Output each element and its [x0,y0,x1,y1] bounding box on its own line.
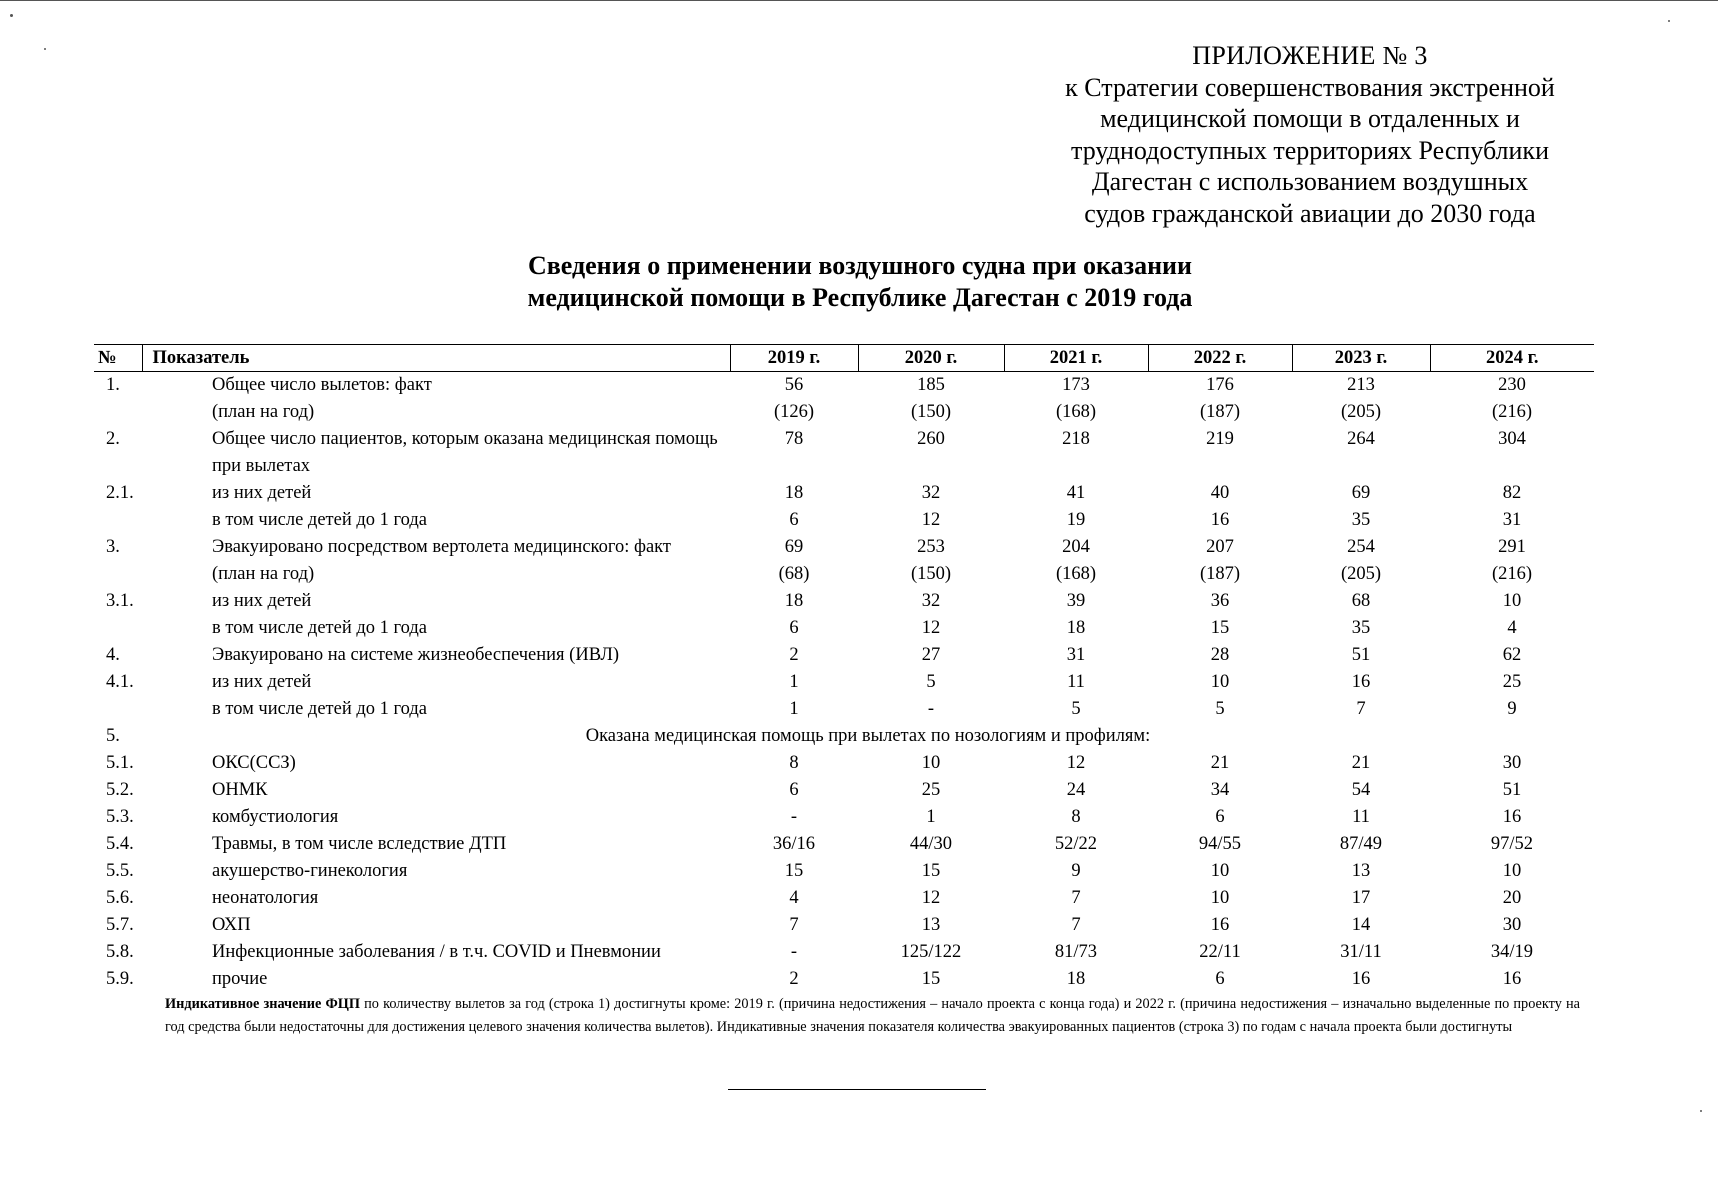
cell-value: 16 [1210,510,1230,530]
cell-value: (187) [1199,402,1241,422]
table-row [94,561,1594,588]
row-number [94,507,142,534]
annex-line: к Стратегии совершенствования экстренной [1065,72,1555,102]
row-label: в том числе детей до 1 года [212,510,427,530]
row-number: 4.1. [106,672,134,692]
cell-value: 21 [1351,753,1371,773]
cell-value [1148,453,1292,480]
cell-value: 69 [1351,483,1371,503]
cell-value: 82 [1502,483,1522,503]
cell-value: 207 [1206,537,1234,557]
cell-value: 7 [1071,915,1081,935]
row-number: 5.9. [106,969,134,989]
cell-value: 30 [1502,915,1522,935]
row-label: из них детей [212,483,312,503]
document-title [380,250,1340,314]
cell-value: 185 [917,375,945,395]
cell-value: 39 [1066,591,1086,611]
cell-value: 24 [1066,780,1086,800]
cell-value: 15 [784,861,804,881]
cell-value: 12 [921,510,941,530]
cell-value: 1 [926,807,936,827]
closing-rule [728,1089,986,1090]
cell-value: 18 [784,591,804,611]
cell-value: 10 [1210,861,1230,881]
cell-value: 69 [784,537,804,557]
table-row [94,588,1594,615]
table-row [94,453,1594,480]
row-label: Общее число пациентов, которым оказана медицинская помощь [212,429,718,449]
cell-value: 68 [1351,591,1371,611]
header-year: 2022 г. [1148,345,1292,372]
cell-value: 31 [1066,645,1086,665]
cell-value [730,453,858,480]
cell-value: 2 [789,645,799,665]
cell-value: 34/19 [1490,942,1534,962]
header-indicator: Показатель [142,345,730,372]
cell-value: 230 [1498,375,1526,395]
row-number [94,615,142,642]
cell-value: 1 [789,672,799,692]
annex-line: Дагестан с использованием воздушных [1091,167,1529,197]
cell-value: 21 [1210,753,1230,773]
row-number: 5.3. [106,807,134,827]
cell-value: 9 [1071,861,1081,881]
row-label: Общее число вылетов: факт [212,375,432,395]
cell-value: 13 [921,915,941,935]
cell-value: 18 [1066,969,1086,989]
header-year: 2023 г. [1292,345,1430,372]
row-label: в том числе детей до 1 года [212,699,427,719]
row-number: 2.1. [106,483,134,503]
cell-value: 12 [1066,753,1086,773]
cell-value: 16 [1502,807,1522,827]
cell-value: 10 [921,753,941,773]
cell-value: 125/122 [900,942,962,962]
cell-value: 4 [789,888,799,908]
cell-value: 30 [1502,753,1522,773]
cell-value: 35 [1351,510,1371,530]
title-line-1: Сведения о применении воздушного судна при оказании [527,251,1193,280]
cell-value: 5 [1215,699,1225,719]
cell-value: 12 [921,618,941,638]
cell-value: 291 [1498,537,1526,557]
cell-value: 31/11 [1340,942,1382,962]
footnote [165,993,1580,1039]
table-row [94,372,1594,400]
row-label: прочие [212,969,268,989]
row-label: Эвакуировано на системе жизнеобеспечения (ИВЛ) [212,645,620,665]
row-number: 5.1. [106,753,134,773]
cell-value: 28 [1210,645,1230,665]
row-label: из них детей [212,591,312,611]
row-number [94,453,142,480]
cell-value: 218 [1062,429,1090,449]
cell-value: 11 [1067,672,1085,692]
cell-value: 32 [921,483,941,503]
cell-value: (205) [1340,564,1382,584]
annex-line: медицинской помощи в отдаленных и [1100,104,1520,134]
cell-value: 78 [784,429,804,449]
row-number: 3.1. [106,591,134,611]
section-heading: Оказана медицинская помощь при вылетах по нозологиям и профилям: [585,726,1151,746]
cell-value: (216) [1491,402,1533,422]
header-year: 2021 г. [1004,345,1148,372]
table-row [94,804,1594,831]
row-number: 3. [106,537,120,557]
table-row [94,939,1594,966]
row-label: неонатология [212,888,319,908]
cell-value: 18 [784,483,804,503]
cell-value: 15 [921,969,941,989]
cell-value: 260 [917,429,945,449]
row-number: 1. [106,375,120,395]
cell-value: 264 [1347,429,1375,449]
row-number: 5.8. [106,942,134,962]
cell-value: 7 [1071,888,1081,908]
row-number: 5.7. [106,915,134,935]
header-row [94,345,1594,372]
cell-value: 97/52 [1490,834,1534,854]
row-number: 4. [106,645,120,665]
cell-value: 5 [1071,699,1081,719]
table-row [94,642,1594,669]
table-row [94,426,1594,453]
header-year: 2020 г. [858,345,1004,372]
cell-value: 11 [1352,807,1370,827]
cell-value: 8 [1071,807,1081,827]
cell-value: 15 [921,861,941,881]
cell-value: - [927,699,935,719]
cell-value: 51 [1502,780,1522,800]
cell-value: (168) [1055,564,1097,584]
cell-value: 94/55 [1198,834,1242,854]
cell-value: 6 [1215,969,1225,989]
cell-value: 19 [1066,510,1086,530]
header-num: № [94,345,142,372]
cell-value: 6 [1215,807,1225,827]
cell-value: 22/11 [1199,942,1241,962]
row-label: при вылетах [212,456,311,476]
cell-value: 14 [1351,915,1371,935]
table-row [94,723,1594,750]
cell-value: 6 [789,510,799,530]
row-number: 5. [106,726,120,746]
annex-line: труднодоступных территориях Республики [1071,135,1549,165]
cell-value: 10 [1210,888,1230,908]
cell-value: 8 [789,753,799,773]
table-row [94,750,1594,777]
row-number: 5.4. [106,834,134,854]
cell-value: 173 [1062,375,1090,395]
row-label: из них детей [212,672,312,692]
cell-value: 31 [1502,510,1522,530]
table-row [94,831,1594,858]
table-row [94,669,1594,696]
cell-value: (187) [1199,564,1241,584]
cell-value: 20 [1502,888,1522,908]
cell-value: 13 [1351,861,1371,881]
cell-value: 254 [1347,537,1375,557]
scan-speck [1700,1110,1702,1112]
scan-top-edge [0,0,1718,1]
cell-value: 2 [789,969,799,989]
cell-value: 25 [1502,672,1522,692]
table-row [94,912,1594,939]
cell-value: (205) [1340,402,1382,422]
cell-value: 253 [917,537,945,557]
row-number: 5.2. [106,780,134,800]
row-label: (план на год) [212,564,315,584]
scan-speck [44,48,46,50]
cell-value: (168) [1055,402,1097,422]
row-number [94,696,142,723]
row-label: акушерство-гинекология [212,861,408,881]
table-row [94,615,1594,642]
cell-value: 204 [1062,537,1090,557]
cell-value: 1 [789,699,799,719]
cell-value: 32 [921,591,941,611]
row-number [94,399,142,426]
table-body [94,372,1594,994]
table-row [94,696,1594,723]
cell-value [1430,453,1594,480]
row-number: 2. [106,429,120,449]
cell-value: (150) [910,402,952,422]
cell-value [858,453,1004,480]
row-label: Инфекционные заболевания / в т.ч. COVID и Пневмонии [212,942,661,962]
cell-value: 25 [921,780,941,800]
cell-value: (150) [910,564,952,584]
row-label: ОКС(ССЗ) [212,753,296,773]
cell-value: 304 [1498,429,1526,449]
cell-value: 81/73 [1054,942,1098,962]
row-number [94,561,142,588]
row-label: (план на год) [212,402,315,422]
cell-value: 18 [1066,618,1086,638]
cell-value: 6 [789,618,799,638]
cell-value: (68) [778,564,810,584]
cell-value: 213 [1347,375,1375,395]
table-row [94,507,1594,534]
cell-value: 15 [1210,618,1230,638]
table-row [94,480,1594,507]
row-number: 5.6. [106,888,134,908]
cell-value: 176 [1206,375,1234,395]
cell-value: 9 [1507,699,1517,719]
header-year: 2024 г. [1430,345,1594,372]
table-row [94,534,1594,561]
cell-value: 16 [1351,969,1371,989]
cell-value: 54 [1351,780,1371,800]
row-label: комбустиология [212,807,339,827]
cell-value: 36/16 [772,834,816,854]
annex-heading: ПРИЛОЖЕНИЕ № 3 [1192,41,1428,70]
cell-value: 41 [1066,483,1086,503]
cell-value: 219 [1206,429,1234,449]
table-row [94,858,1594,885]
cell-value: 40 [1210,483,1230,503]
table-row [94,966,1594,993]
cell-value: 16 [1210,915,1230,935]
cell-value: 4 [1507,618,1517,638]
scan-speck [10,14,13,17]
footnote-text: по количеству вылетов за год (строка 1) достигнуты кроме: 2019 г. (причина недостижения – начало проекта с конца года) и 2022 г. (причина недостижения – изначально выделенные по проекту на год средства были недостаточны для достижения целевого значения количества вылетов). Индикативные значения показателя количества эвакуированных пациентов (строка 3) по годам с начала проекта были достигнуты [165,996,1581,1035]
cell-value: - [790,807,798,827]
table-row [94,399,1594,426]
cell-value: 7 [1356,699,1366,719]
cell-value: 10 [1502,861,1522,881]
cell-value [1004,453,1148,480]
row-number: 5.5. [106,861,134,881]
cell-value: 7 [789,915,799,935]
cell-value: 62 [1502,645,1522,665]
cell-value: (216) [1491,564,1533,584]
cell-value: 16 [1502,969,1522,989]
cell-value: 51 [1351,645,1371,665]
cell-value: 44/30 [909,834,953,854]
cell-value: 10 [1502,591,1522,611]
cell-value: 12 [921,888,941,908]
annex-line: судов гражданской авиации до 2030 года [1084,198,1536,228]
cell-value: 5 [926,672,936,692]
data-table [94,344,1594,993]
cell-value: - [790,942,798,962]
footnote-bold: Индикативное значение ФЦП [165,996,360,1012]
cell-value: 16 [1351,672,1371,692]
row-label: Травмы, в том числе вследствие ДТП [212,834,507,854]
cell-value: 27 [921,645,941,665]
cell-value: 36 [1210,591,1230,611]
cell-value: 34 [1210,780,1230,800]
cell-value: 17 [1351,888,1371,908]
row-label: в том числе детей до 1 года [212,618,427,638]
cell-value [1292,453,1430,480]
scan-speck [1668,20,1670,22]
cell-value: 87/49 [1339,834,1383,854]
row-label: Эвакуировано посредством вертолета медицинского: факт [212,537,672,557]
cell-value: 6 [789,780,799,800]
header-year: 2019 г. [730,345,858,372]
annex-header [1030,40,1590,230]
cell-value: 52/22 [1054,834,1098,854]
cell-value: 35 [1351,618,1371,638]
cell-value: 10 [1210,672,1230,692]
table-row [94,777,1594,804]
cell-value: (126) [773,402,815,422]
row-label: ОНМК [212,780,268,800]
row-label: ОХП [212,915,251,935]
title-line-2: медицинской помощи в Республике Дагестан с 2019 года [527,283,1193,312]
table-row [94,885,1594,912]
cell-value: 56 [784,375,804,395]
